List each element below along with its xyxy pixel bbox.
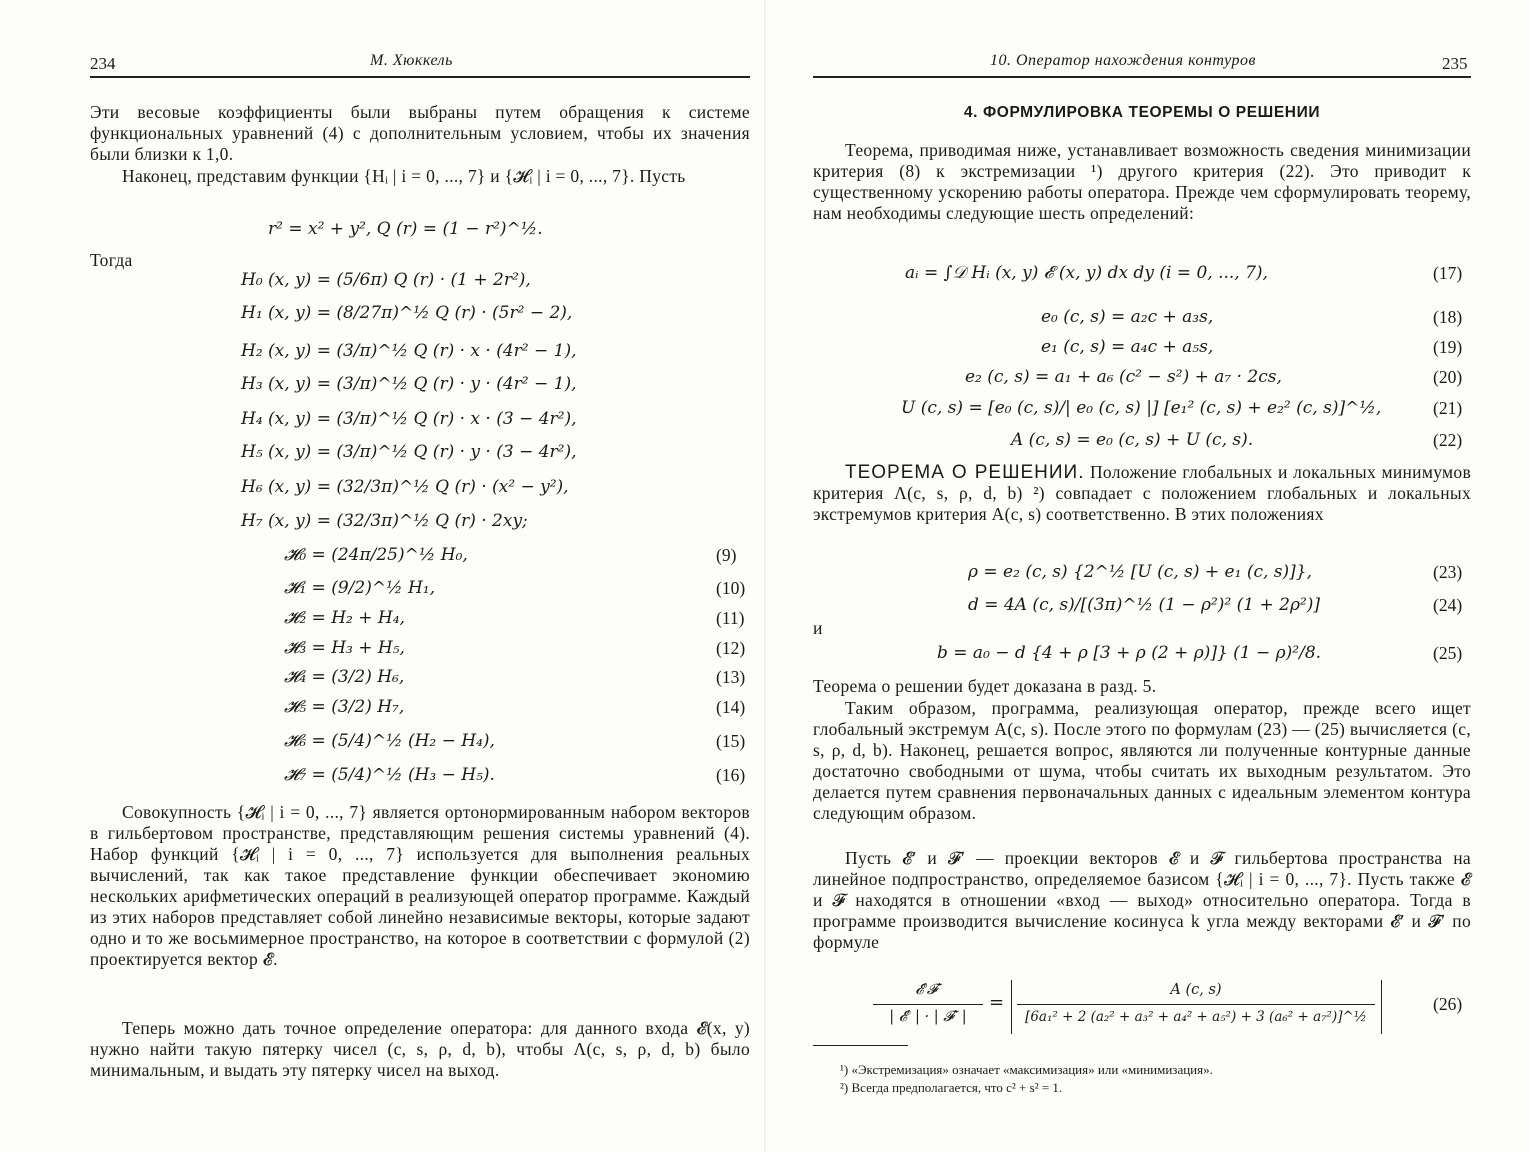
hcal-formula: 𝓗₀ = (24π/25)^½ H₀, xyxy=(284,545,468,565)
eq26-lhs-numerator: 𝓔′𝓕′ xyxy=(915,982,941,998)
result-formula: d = 4A (c, s)/[(3π)^½ (1 − ρ²)² (1 + 2ρ²)] xyxy=(968,595,1321,615)
paragraph-intro: Эти весовые коэффициенты были выбраны путем обращения к системе функциональных уравнений (4) с дополнительным условием, чтобы их значения были близки к 1,0. xyxy=(90,102,750,164)
h-formula: H₂ (x, y) = (3/π)^½ Q (r) · x · (4r² − 1), xyxy=(241,341,577,361)
equation-number: (22) xyxy=(1433,430,1463,450)
right-page xyxy=(765,0,1530,1152)
equals-sign: = xyxy=(989,992,1005,1013)
fraction-bar xyxy=(1017,1004,1375,1005)
equation-number: (17) xyxy=(1433,263,1463,283)
equation-number: (12) xyxy=(716,638,746,658)
header-rule-right xyxy=(813,76,1471,78)
abs-bar-right xyxy=(1381,980,1382,1034)
footnote-2: ²) Всегда предполагается, что c² + s² = 1. xyxy=(840,1080,1063,1095)
abs-bar-left xyxy=(1011,980,1012,1034)
h-formula: H₇ (x, y) = (32/3π)^½ Q (r) · 2xy; xyxy=(241,511,528,531)
equation-number: (20) xyxy=(1433,367,1463,387)
h-formula: H₁ (x, y) = (8/27π)^½ Q (r) · (5r² − 2), xyxy=(241,303,573,323)
footnote-1: ¹) «Экстремизация» означает «максимизация» или «минимизация». xyxy=(840,1062,1213,1077)
h-formula: H₀ (x, y) = (5/6π) Q (r) · (1 + 2r²), xyxy=(241,270,531,290)
equation-number: (15) xyxy=(716,731,746,751)
result-formula: b = a₀ − d {4 + ρ [3 + ρ (2 + ρ)]} (1 − ρ)²/8. xyxy=(937,643,1322,663)
page-number-right: 235 xyxy=(1442,54,1468,73)
paragraph-thus: Таким образом, программа, реализующая оператор, прежде всего ищет глобальный экстремум A(c, s). После этого по формулам (23) — (25) вычисляется (c, s, ρ, d, b). Наконец, решается вопрос, являются ли полученные контурные данные достаточно свободными от шума, чтобы считать их выходным результатом. Это делается путем сравнения первоначальных данных с идеальным элементом контура следующим образом. xyxy=(813,698,1471,823)
definition-formula: aᵢ = ∫𝒟 Hᵢ (x, y) 𝓔 (x, y) dx dy (i = 0, ..., 7), xyxy=(905,263,1268,283)
equation-number: (24) xyxy=(1433,595,1463,615)
h-formula: H₃ (x, y) = (3/π)^½ Q (r) · y · (4r² − 1), xyxy=(241,374,577,394)
word-and: и xyxy=(813,618,823,638)
eq26-rhs-denominator: [6a₁² + 2 (a₂² + a₃² + a₄² + a₅²) + 3 (a₆² + a₇²)]^½ xyxy=(1025,1009,1367,1025)
header-rule-left xyxy=(90,76,750,78)
section-title: 4. ФОРМУЛИРОВКА ТЕОРЕМЫ О РЕШЕНИИ xyxy=(963,104,1321,121)
definition-formula: U (c, s) = [e₀ (c, s)/| e₀ (c, s) |] [e₁² (c, s) + e₂² (c, s)]^½, xyxy=(901,398,1382,418)
h-formula: H₆ (x, y) = (32/3π)^½ Q (r) · (x² − y²), xyxy=(241,477,569,497)
equation-number: (19) xyxy=(1433,337,1463,357)
equation-number: (9) xyxy=(716,545,737,565)
hcal-formula: 𝓗₇ = (5/4)^½ (H₃ − H₅). xyxy=(284,765,495,785)
definition-formula: e₂ (c, s) = a₁ + a₆ (c² − s²) + a₇ · 2cs, xyxy=(965,367,1282,387)
equation-26 xyxy=(873,982,1393,1036)
equation-number: (26) xyxy=(1433,994,1463,1014)
running-head-right: 10. Оператор нахождения контуров xyxy=(990,52,1256,69)
equation-number: (18) xyxy=(1433,307,1463,327)
paragraph-now: Теперь можно дать точное определение оператора: для данного входа 𝓔(x, y) нужно найти такую пятерку чисел (c, s, ρ, d, b), чтобы Λ(c, s, ρ, d, b) было минимальным, и выдать эту пятерку чисел на выход. xyxy=(90,1018,750,1080)
hcal-formula: 𝓗₄ = (3/2) H₆, xyxy=(284,667,405,687)
paragraph-theorem-intro: Теорема, приводимая ниже, устанавливает возможность сведения минимизации критерия (8) к экстремизации ¹) другого критерия (22). Это приводит к существенному ускорению работы оператора. Прежде чем сформулировать теорему, нам необходимы следующие шесть определений: xyxy=(813,140,1471,223)
h-formula: H₄ (x, y) = (3/π)^½ Q (r) · x · (3 − 4r²), xyxy=(241,409,577,429)
equation-number: (11) xyxy=(716,608,745,628)
equation-number: (10) xyxy=(716,578,746,598)
definition-formula: e₁ (c, s) = a₄c + a₅s, xyxy=(1041,337,1214,357)
equation-number: (25) xyxy=(1433,643,1463,663)
fraction-bar xyxy=(873,1004,983,1005)
formula-r: r² = x² + y², Q (r) = (1 − r²)^½. xyxy=(268,219,543,239)
running-head-left: М. Хюккель xyxy=(370,52,453,69)
paragraph-theorem xyxy=(813,462,1471,525)
paragraph-set: Совокупность {𝓗ᵢ | i = 0, ..., 7} является ортонормированным набором векторов в гильбертовом пространстве, представляющим решения системы уравнений (4). Набор функций {𝓗ᵢ | i = 0, ..., 7} используется для выполнения реальных вычислений, так как такое представление функции обеспечивает экономию нескольких арифметических операций в реализующей оператор программе. Каждый из этих наборов представляет собой линейно независимые векторы, которые задают одно и то же восьмимерное пространство, на которое в соответствии с формулой (2) проектируется вектор 𝓔. xyxy=(90,802,750,969)
equation-number: (23) xyxy=(1433,562,1463,582)
hcal-formula: 𝓗₁ = (9/2)^½ H₁, xyxy=(284,578,435,598)
paragraph-let: Пусть 𝓔′ и 𝓕′ — проекции векторов 𝓔 и 𝓕 гильбертова пространства на линейное подпространство, определяемое базисом {𝓗ᵢ | i = 0, ..., 7}. Пусть также 𝓔 и 𝓕 находятся в отношении «вход — выход» относительно оператора. Тогда в программе производится вычисление косинуса k угла между векторами 𝓔′ и 𝓕′ по формуле xyxy=(813,848,1471,952)
definition-formula: A (c, s) = e₀ (c, s) + U (c, s). xyxy=(1011,430,1254,450)
footnote-rule xyxy=(813,1045,908,1046)
eq26-lhs-denominator: | 𝓔′ | · | 𝓕′ | xyxy=(889,1009,967,1025)
equation-number: (14) xyxy=(716,697,746,717)
theorem-text: Положение глобальных и локальных минимумов критерия Λ(c, s, ρ, d, b) ²) совпадает с положением глобальных и локальных экстремумов критерия A(c, s) соответственно. В этих положениях xyxy=(813,462,1472,524)
paragraph-finally: Наконец, представим функции {Hᵢ | i = 0, ..., 7} и {𝓗ᵢ | i = 0, ..., 7}. Пусть xyxy=(122,166,686,186)
eq26-rhs-numerator: A (c, s) xyxy=(1170,982,1222,998)
page-number-left: 234 xyxy=(90,54,116,73)
hcal-formula: 𝓗₃ = H₃ + H₅, xyxy=(284,638,405,658)
equation-number: (16) xyxy=(716,765,746,785)
hcal-formula: 𝓗₆ = (5/4)^½ (H₂ − H₄), xyxy=(284,731,495,751)
h-formula: H₅ (x, y) = (3/π)^½ Q (r) · y · (3 − 4r²), xyxy=(241,442,577,462)
paragraph-proof: Теорема о решении будет доказана в разд. 5. xyxy=(813,676,1157,696)
word-then: Тогда xyxy=(90,250,133,270)
definition-formula: e₀ (c, s) = a₂c + a₃s, xyxy=(1041,307,1214,327)
equation-number: (21) xyxy=(1433,398,1463,418)
theorem-label: ТЕОРЕМА О РЕШЕНИИ. xyxy=(845,462,1085,483)
equation-number: (13) xyxy=(716,667,746,687)
result-formula: ρ = e₂ (c, s) {2^½ [U (c, s) + e₁ (c, s)]}, xyxy=(968,562,1312,582)
hcal-formula: 𝓗₅ = (3/2) H₇, xyxy=(284,697,405,717)
hcal-formula: 𝓗₂ = H₂ + H₄, xyxy=(284,608,405,628)
